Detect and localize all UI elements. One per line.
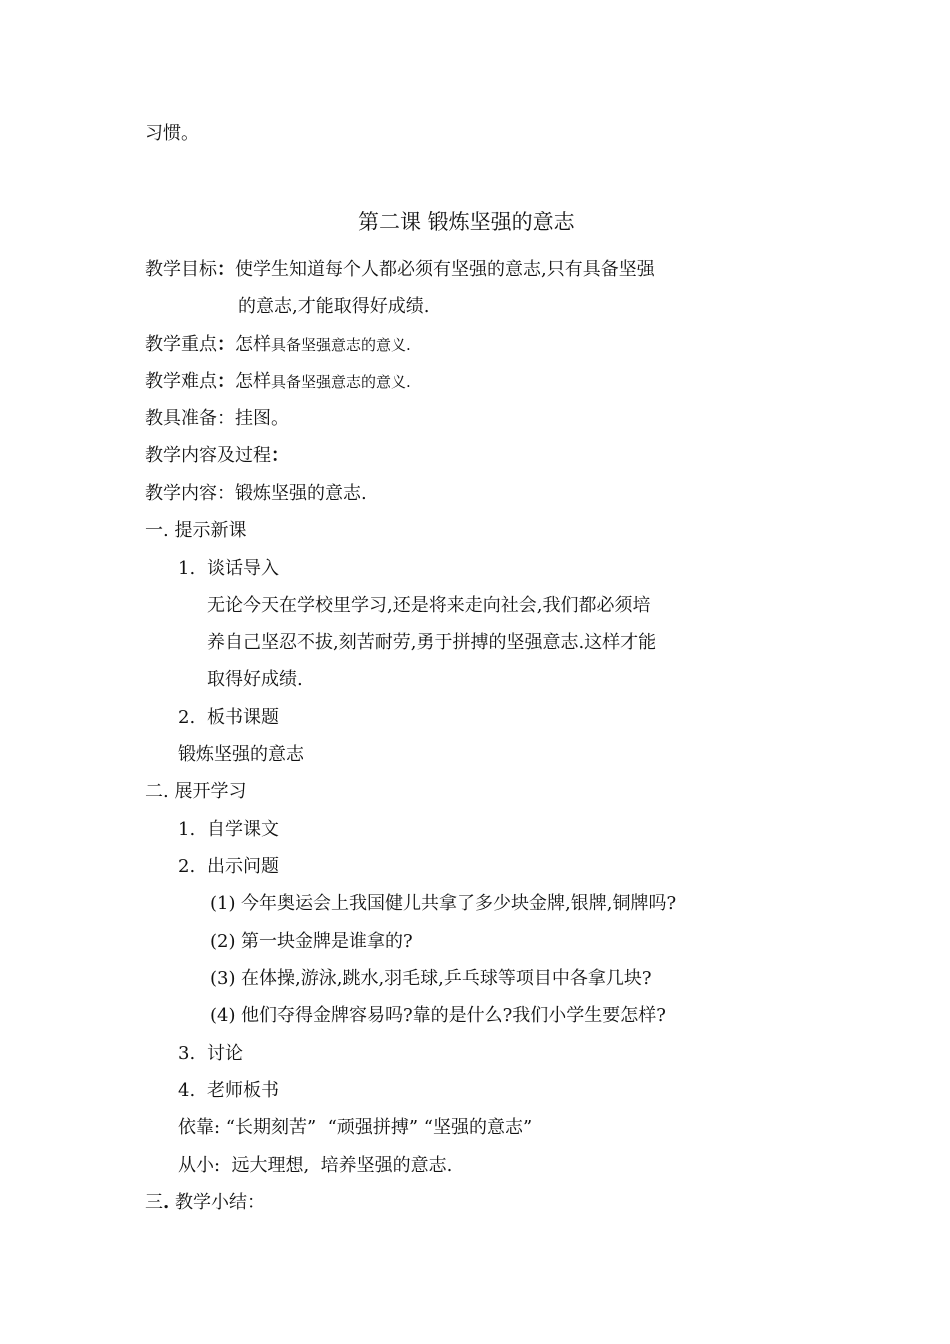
intro-paragraph-line-2: 养自己坚忍不拔,刻苦耐劳,勇于拼搏的坚强意志.这样才能 (207, 632, 657, 653)
process-label: 教学内容及过程 (145, 445, 271, 466)
section1-item2 (178, 706, 279, 730)
section3-heading (145, 1191, 265, 1215)
section2-item4 (178, 1079, 279, 1103)
board-rely-line: 依靠: “长期刻苦” “顽强拼搏” “坚强的意志” (178, 1117, 533, 1138)
section3-dot: . (163, 1192, 170, 1213)
difficulty-colon: ： (217, 371, 235, 392)
item-text: 出示问题 (207, 856, 279, 877)
item-text: 讨论 (207, 1043, 243, 1064)
objective-colon: ： (217, 259, 235, 280)
objective-label: 教学目标 (145, 259, 217, 280)
board-title: 锻炼坚强的意志 (178, 744, 304, 765)
item-number: 4. (178, 1080, 196, 1101)
section3-number: 三 (145, 1192, 163, 1213)
difficulty-text: 具备坚强意志的意义. (271, 373, 411, 391)
difficulty (145, 370, 411, 394)
question-number: (4) (210, 1005, 236, 1026)
question-3 (210, 967, 652, 991)
section3-title: 教学小结： (169, 1192, 266, 1213)
item-number: 1. (178, 819, 196, 840)
key-point-lead: 怎样 (235, 334, 271, 355)
intro-paragraph-line-3: 取得好成绩. (207, 669, 303, 690)
question-text: 他们夺得金牌容易吗?靠的是什么?我们小学生要怎样? (241, 1005, 666, 1026)
item-number: 3. (178, 1043, 196, 1064)
section2-item2 (178, 855, 279, 879)
key-point-text: 具备坚强意志的意义. (271, 336, 411, 354)
item-number: 2. (178, 856, 196, 877)
section1-heading: 一. 提示新课 (145, 520, 247, 541)
key-point (145, 333, 411, 357)
lesson-title: 第二课 锻炼坚强的意志 (358, 210, 575, 234)
content-line: 教学内容：锻炼坚强的意志. (145, 483, 367, 504)
question-number: (2) (210, 931, 236, 952)
difficulty-label: 教学难点 (145, 371, 217, 392)
objective-text: 使学生知道每个人都必须有坚强的意志,只有具备坚强 (235, 259, 655, 280)
materials: 教具准备：挂图。 (145, 408, 289, 429)
question-4 (210, 1004, 666, 1028)
question-1 (210, 892, 676, 916)
item-number: 1. (178, 558, 196, 579)
section1-item1 (178, 557, 279, 581)
process-heading (145, 444, 289, 468)
item-text: 谈话导入 (207, 558, 279, 579)
item-text: 板书课题 (207, 707, 279, 728)
section2-heading: 二. 展开学习 (145, 781, 247, 802)
question-2 (210, 930, 413, 954)
continuation-text: 习惯。 (145, 123, 199, 144)
difficulty-lead: 怎样 (235, 371, 271, 392)
section2-item3 (178, 1042, 243, 1066)
item-text: 老师板书 (207, 1080, 279, 1101)
question-text: 第一块金牌是谁拿的? (241, 931, 413, 952)
section2-item1 (178, 818, 279, 842)
question-number: (3) (210, 968, 236, 989)
objective-line-2: 的意志,才能取得好成绩. (238, 296, 430, 317)
question-text: 在体操,游泳,跳水,羽毛球,乒乓球等项目中各拿几块? (241, 968, 652, 989)
question-number: (1) (210, 893, 236, 914)
objective-line-1 (145, 258, 655, 282)
board-from-young-line: 从小: 远大理想, 培养坚强的意志. (178, 1155, 453, 1176)
key-point-colon: ： (217, 334, 235, 355)
process-colon: ： (271, 445, 289, 466)
key-point-label: 教学重点 (145, 334, 217, 355)
question-text: 今年奥运会上我国健儿共拿了多少块金牌,银牌,铜牌吗? (241, 893, 677, 914)
item-text: 自学课文 (207, 819, 279, 840)
item-number: 2. (178, 707, 196, 728)
intro-paragraph-line-1: 无论今天在学校里学习,还是将来走向社会,我们都必须培 (207, 595, 651, 616)
